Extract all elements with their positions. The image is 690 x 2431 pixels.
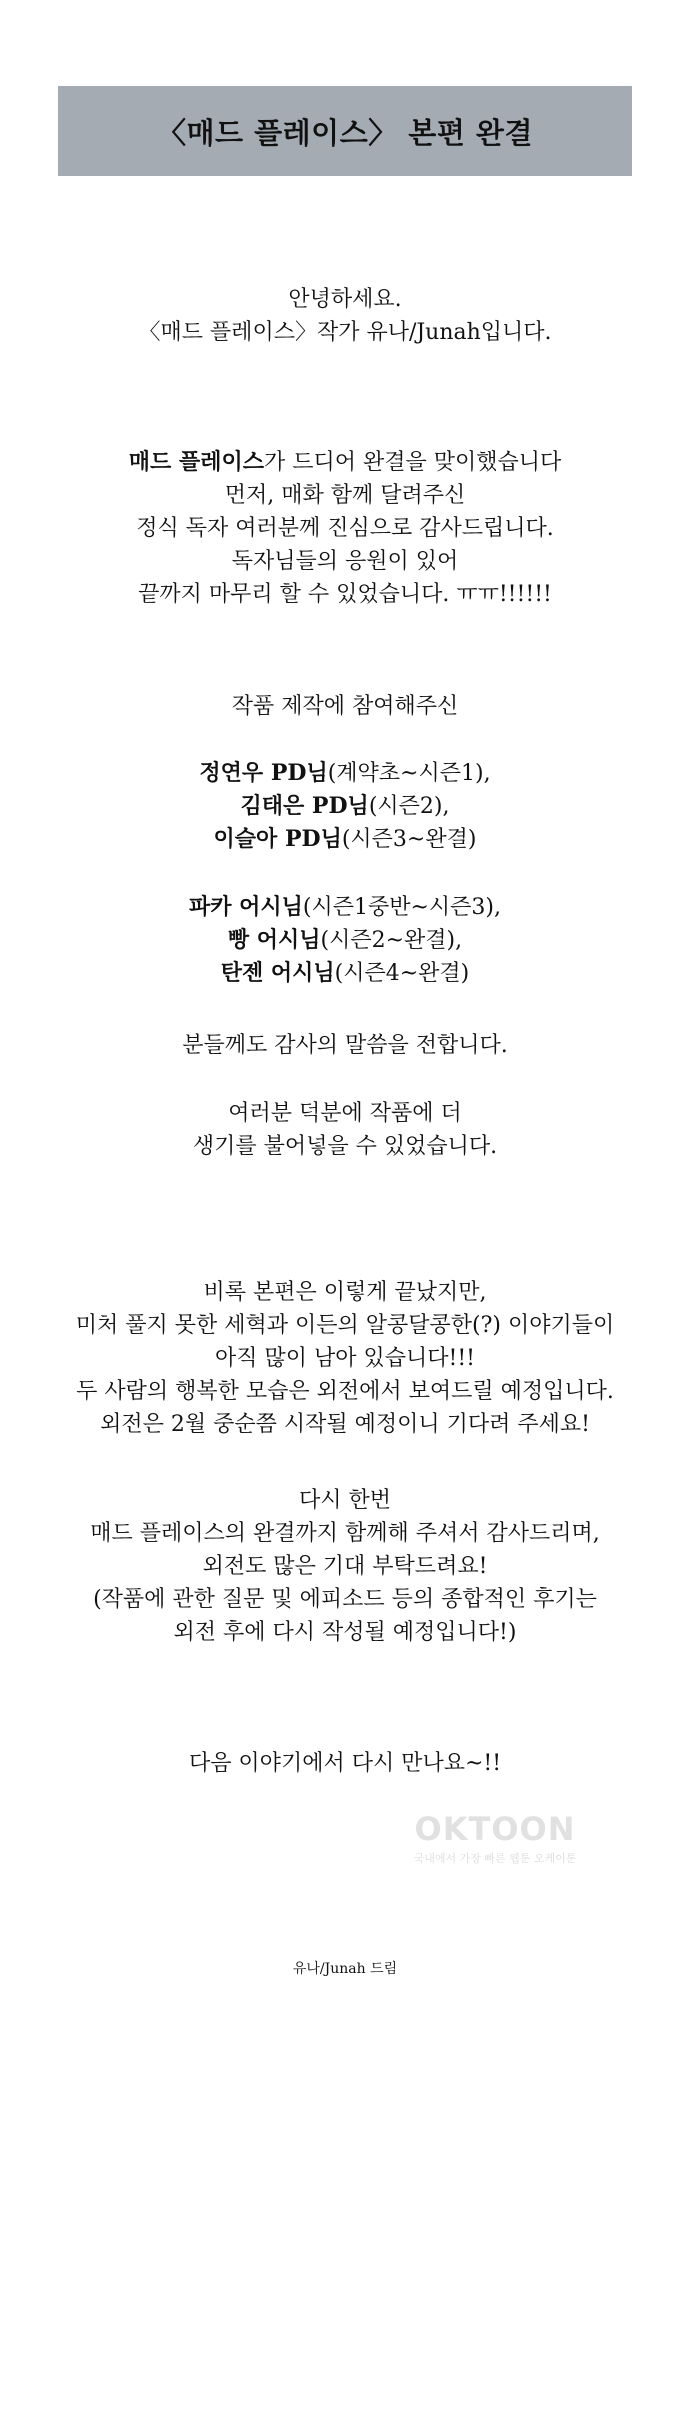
pd-credits [0,757,690,856]
greeting-line: 〈매드 플레이스〉작가 유나/Junah입니다. [138,320,552,345]
closing-line: 다시 한번 [298,1488,391,1513]
closing-line: (작품에 관한 질문 및 에피소드 등의 종합적인 후기는 [93,1587,597,1612]
watermark-tagline: 국내에서 가장 빠른 웹툰 오케이툰 [413,1852,577,1865]
completion-line: 끝까지 마무리 할 수 있었습니다. ㅠㅠ!!!!!! [138,582,552,607]
side-story-line: 비록 본편은 이렇게 끝났지만, [203,1280,487,1305]
farewell-line: 다음 이야기에서 다시 만나요~!! [188,1751,502,1776]
page-title: 〈매드 플레이스〉 본편 완결 [157,115,533,150]
credit-note: (시즌2~완결), [320,928,463,953]
work-title-bold: 매드 플레이스 [128,449,264,475]
watermark-logo: OKTOON [414,1810,576,1848]
closing-line: 매드 플레이스의 완결까지 함께해 주셔서 감사드리며, [90,1521,600,1546]
title-banner [58,86,632,176]
credit-name: 정연우 PD님 [199,760,328,786]
side-story-line: 외전은 2월 중순쯤 시작될 예정이니 기다려 주세요! [100,1412,590,1437]
assistant-credits [0,891,690,990]
side-story-line: 두 사람의 행복한 모습은 외전에서 보여드릴 예정입니다. [76,1379,614,1404]
completion-line: 독자님들의 응원이 있어 [231,549,459,574]
credit-line [0,891,690,924]
credit-note: (시즌4~완결) [334,961,470,986]
greeting-line: 안녕하세요. [288,287,402,312]
credit-line [0,790,690,823]
closing-block [0,1484,690,1649]
side-story-block [0,1276,690,1441]
completion-headline [0,446,690,479]
side-story-line: 아직 많이 남아 있습니다!!! [214,1346,476,1371]
completion-line: 정식 독자 여러분께 진심으로 감사드립니다. [136,516,554,541]
farewell-block [0,1747,690,1780]
credit-note: (계약초~시즌1), [327,761,491,786]
readers-block [0,1097,690,1163]
production-intro-line: 작품 제작에 참여해주신 [231,694,459,719]
credit-note: (시즌1중반~시즌3), [302,895,502,920]
credit-line [0,823,690,856]
closing-line: 외전도 많은 기대 부탁드려요! [202,1554,488,1579]
oktoon-watermark [395,1810,595,1866]
credit-name: 빵 어시님 [227,927,321,953]
credit-line [0,957,690,990]
completion-headline-rest: 가 드디어 완결을 맞이했습니다 [263,450,562,475]
credit-note: (시즌3~완결) [341,827,477,852]
completion-block [0,446,690,611]
greeting-block [0,283,690,349]
credit-name: 탄젠 어시님 [220,960,335,986]
completion-line: 먼저, 매화 함께 달려주신 [224,483,466,508]
readers-line: 여러분 덕분에 작품에 더 [228,1101,462,1126]
production-intro [0,690,690,723]
credit-name: 파카 어시님 [188,894,303,920]
credit-note: (시즌2), [368,794,450,819]
side-story-line: 미처 풀지 못한 세혁과 이든의 알콩달콩한(?) 이야기들이 [75,1313,615,1338]
author-signature: 유나/Junah 드림 [292,1961,398,1977]
credit-line [0,924,690,957]
thanks-line: 분들께도 감사의 말씀을 전합니다. [182,1033,508,1058]
credit-line [0,757,690,790]
readers-line: 생기를 불어넣을 수 있었습니다. [192,1134,498,1159]
credit-name: 이슬아 PD님 [213,826,342,852]
credit-name: 김태은 PD님 [240,793,369,819]
thanks-block [0,1029,690,1062]
closing-line: 외전 후에 다시 작성될 예정입니다!) [173,1620,517,1645]
